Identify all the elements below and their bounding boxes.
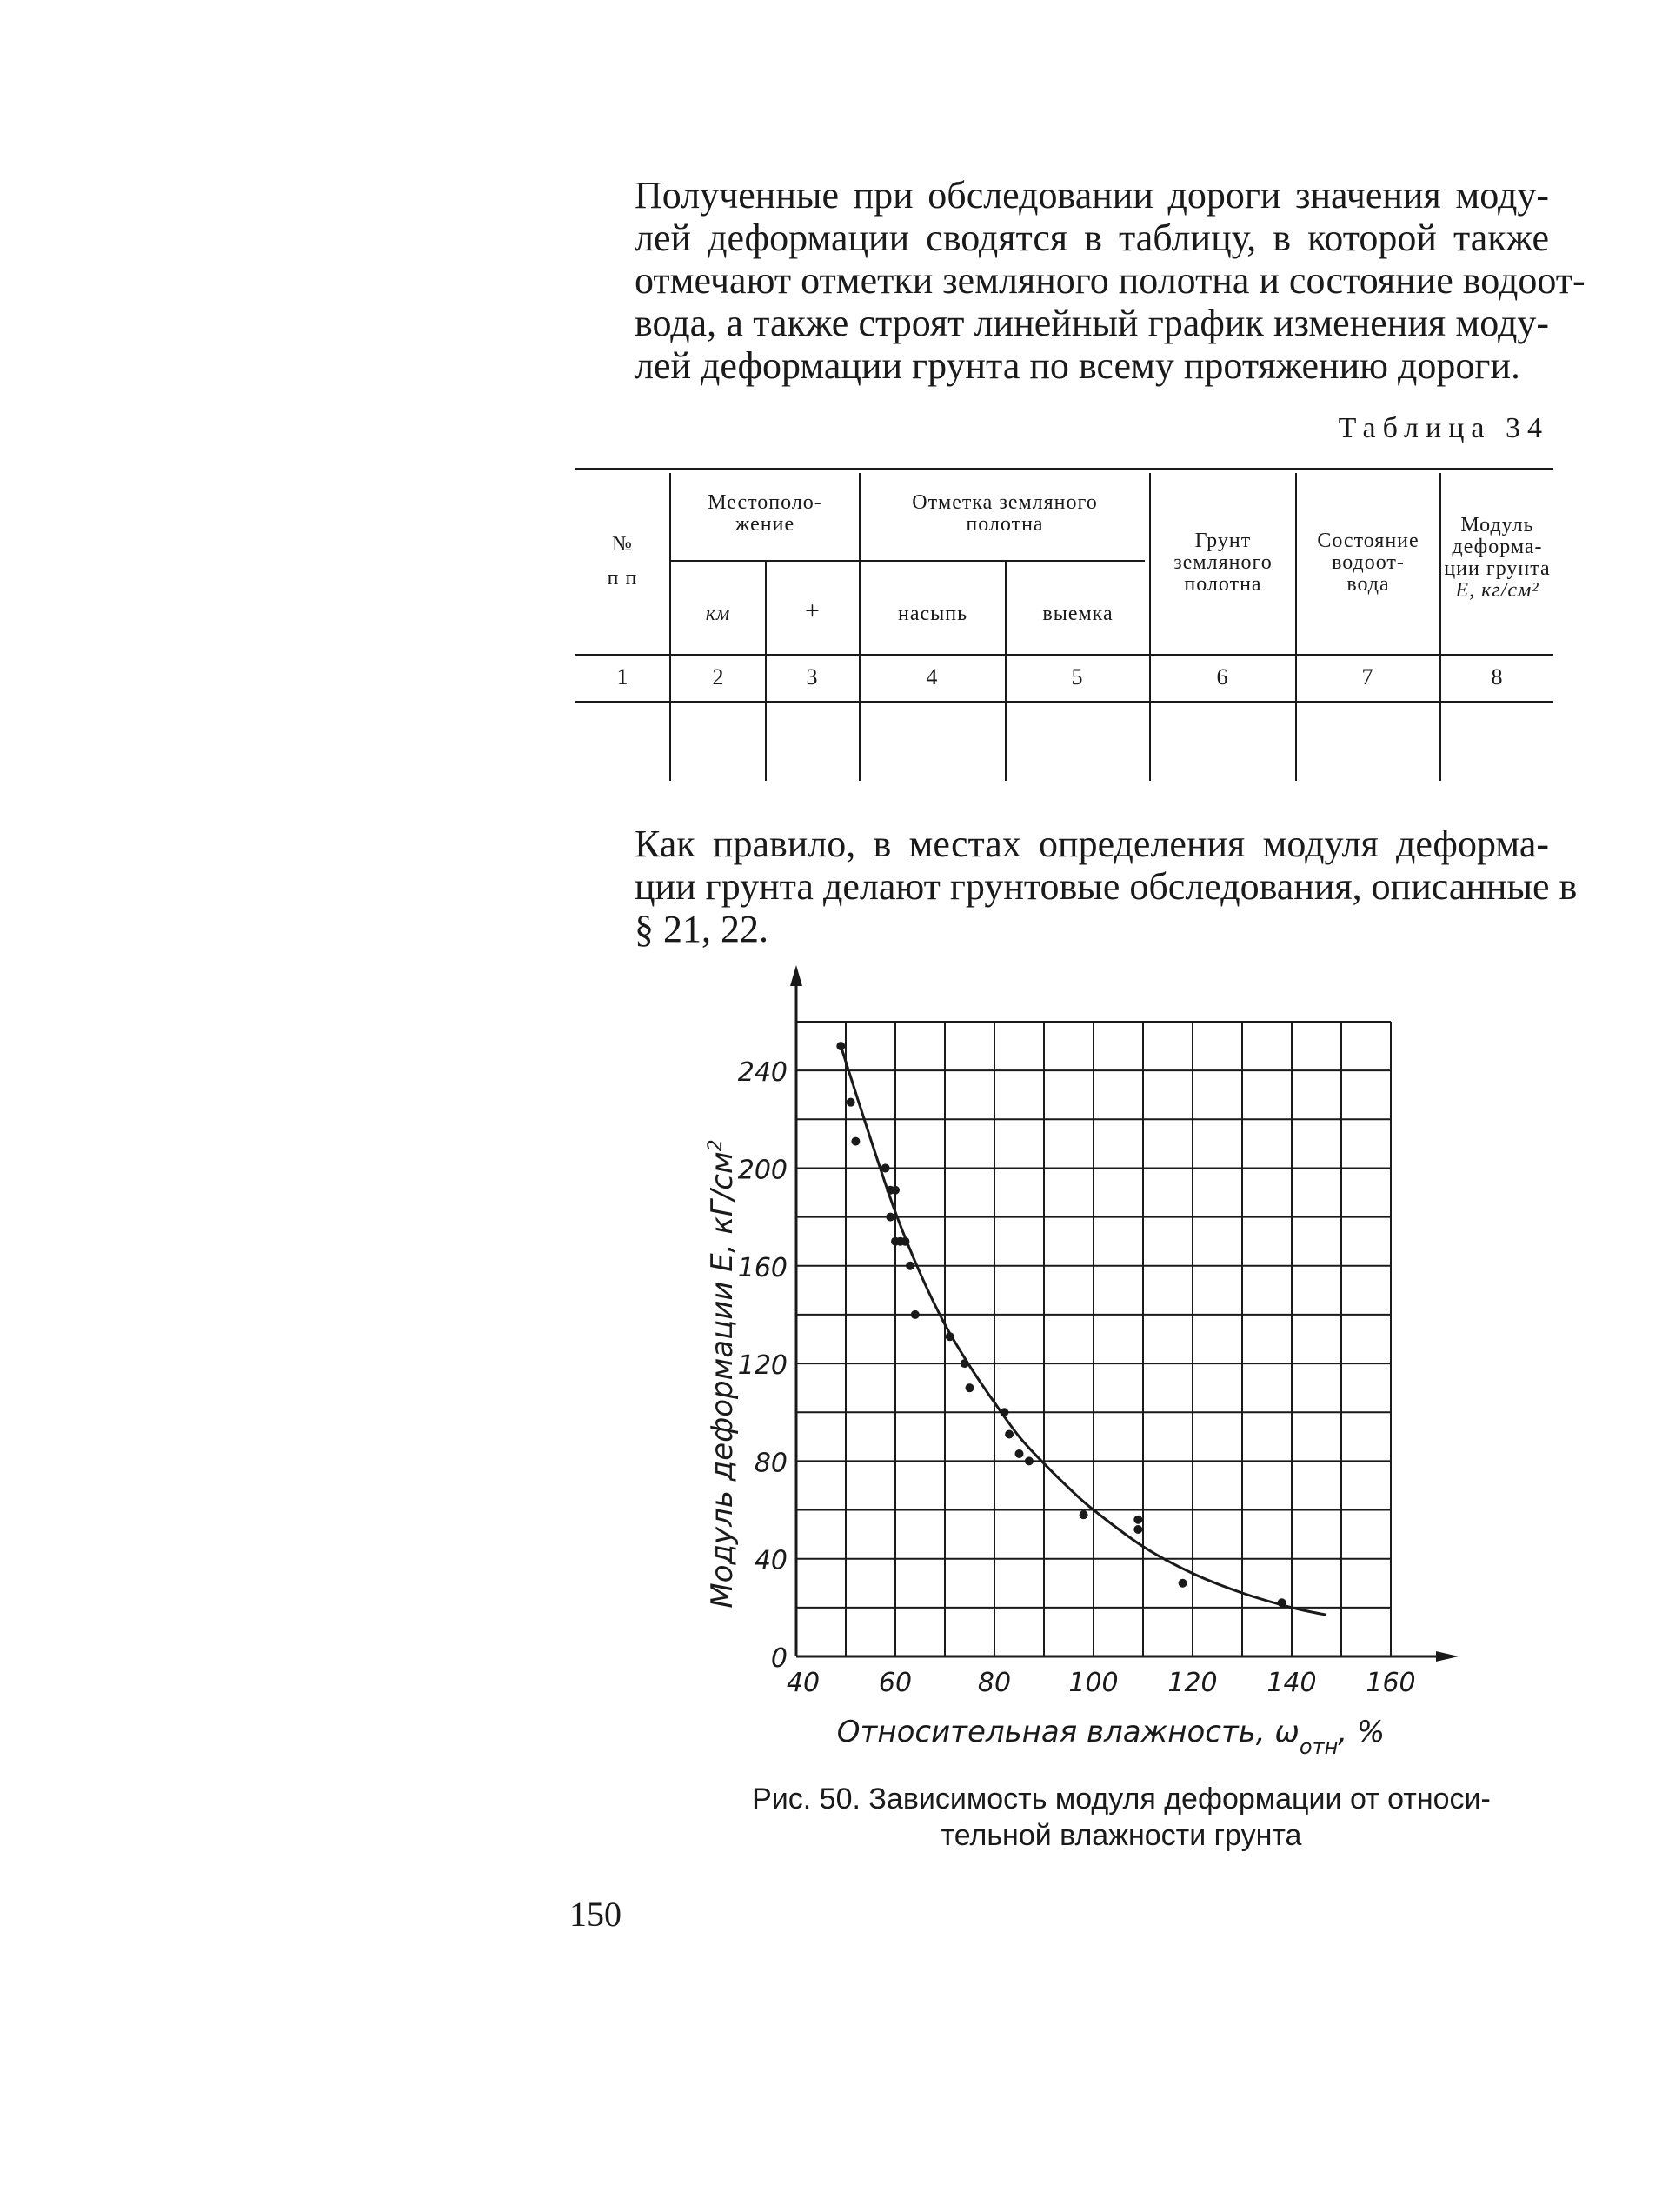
header-drainage	[1297, 530, 1439, 596]
header-line: полотна	[1184, 573, 1262, 596]
data-point	[891, 1186, 900, 1195]
table-caption: Таблица 34	[1338, 412, 1549, 444]
column-number: 4	[926, 664, 938, 690]
column-number: 8	[1491, 664, 1503, 690]
y-axis-label: Модуль деформации E, $кГ/см^2$	[704, 1139, 740, 1609]
column-number: 6	[1216, 664, 1228, 690]
column-number: 1	[616, 664, 628, 690]
data-point	[1000, 1408, 1008, 1416]
header-cut: выемка	[1042, 603, 1114, 625]
figure-caption-line: Рис. 50. Зависимость модуля деформации от относи-	[752, 1782, 1491, 1816]
figure-50-chart	[695, 965, 1478, 1769]
data-point	[1278, 1598, 1286, 1607]
y-tick-label: 80	[754, 1448, 788, 1479]
header-soil	[1151, 530, 1295, 596]
header-km: км	[705, 603, 731, 625]
paragraph-line: отмечают отметки земляного полотна и состояние водоот-	[635, 259, 1586, 302]
data-point	[1179, 1579, 1187, 1588]
data-point	[847, 1098, 855, 1107]
figure-caption-line: тельной влажности грунта	[941, 1819, 1302, 1852]
x-tick-label: 80	[977, 1668, 1012, 1698]
data-point	[966, 1383, 974, 1392]
paragraph-line: Полученные при обследовании дороги значения моду-	[635, 174, 1549, 217]
y-tick-label: 240	[737, 1057, 788, 1089]
header-line: жение	[735, 513, 795, 536]
y-tick-label: 120	[737, 1350, 788, 1382]
data-point	[1025, 1456, 1034, 1465]
table-numbers-rule	[575, 701, 1553, 703]
column-number: 5	[1071, 664, 1083, 690]
data-point	[901, 1237, 909, 1246]
paragraph-line: Как правило, в местах определения модуля деформа-	[635, 823, 1549, 865]
data-point	[911, 1310, 920, 1319]
paragraph-1	[635, 174, 1586, 387]
header-line: водоот-	[1332, 551, 1405, 574]
paragraph-line: лей деформации грунта по всему протяжению дороги.	[635, 344, 1521, 387]
header-modulus	[1441, 515, 1553, 602]
header-location	[671, 492, 859, 536]
table-col-divider	[765, 562, 767, 781]
x-axis-label: Относительная влажность, $\omega_{отн}$, %	[836, 1715, 1386, 1759]
header-plus: +	[805, 596, 821, 625]
header-line: Состояние	[1317, 530, 1419, 552]
data-point	[946, 1332, 954, 1341]
page-number: 150	[569, 1895, 622, 1934]
chart-svg	[695, 965, 1478, 1765]
data-point	[836, 1042, 845, 1050]
y-tick-label: 0	[770, 1643, 788, 1674]
column-number: 2	[712, 664, 724, 690]
data-point	[851, 1137, 860, 1146]
table-subheader-rule	[671, 560, 1145, 562]
paragraph-line: ции грунта делают грунтовые обследования, описанные в	[635, 865, 1578, 908]
column-number: 7	[1361, 664, 1373, 690]
x-tick-label: 60	[878, 1668, 913, 1698]
header-line: земляного	[1173, 551, 1273, 574]
y-tick-label: 160	[737, 1252, 788, 1283]
x-tick-label: 160	[1366, 1668, 1416, 1698]
header-line: Модуль	[1460, 514, 1534, 536]
header-number	[575, 534, 669, 590]
table-header-rule	[575, 654, 1553, 656]
header-line: деформа-	[1452, 536, 1543, 558]
y-tick-label: 40	[754, 1545, 788, 1576]
column-number: 3	[806, 664, 818, 690]
header-line: ции грунта	[1444, 557, 1551, 580]
table-col-divider	[1295, 473, 1297, 781]
header-line: E, кг/см²	[1455, 579, 1539, 602]
y-tick-label: 200	[737, 1155, 788, 1186]
header-line: Грунт	[1194, 530, 1252, 552]
fitted-curve	[841, 1046, 1326, 1615]
table-top-rule	[575, 468, 1553, 470]
header-fill: насыпь	[897, 603, 968, 625]
y-axis-arrow	[790, 965, 802, 986]
header-line: вода	[1346, 573, 1390, 596]
header-mark	[861, 492, 1149, 536]
paragraph-line: вода, а также строят линейный график изменения моду-	[635, 302, 1549, 344]
header-line: полотна	[966, 513, 1044, 536]
x-tick-label: 120	[1167, 1668, 1218, 1698]
data-point	[961, 1359, 969, 1368]
x-tick-label: 100	[1068, 1668, 1119, 1698]
table-col-divider	[1005, 562, 1007, 781]
data-point	[886, 1213, 894, 1222]
table-col-divider	[1149, 473, 1151, 781]
header-line: п п	[607, 567, 638, 590]
data-point	[1080, 1510, 1088, 1519]
header-line: Отметка земляного	[912, 491, 1098, 514]
figure-caption	[695, 1781, 1547, 1854]
x-tick-label: 40	[786, 1668, 821, 1698]
data-point	[1005, 1430, 1014, 1439]
header-line: Местополо-	[708, 491, 822, 514]
data-point	[1015, 1449, 1024, 1458]
header-line: №	[612, 533, 633, 556]
data-point	[1133, 1516, 1142, 1524]
x-axis-arrow	[1436, 1651, 1459, 1662]
data-point	[1133, 1525, 1142, 1534]
table-34	[575, 468, 1553, 781]
paragraph-line: лей деформации сводятся в таблицу, в которой также	[635, 217, 1549, 259]
paragraph-line: § 21, 22.	[635, 908, 768, 950]
x-tick-label: 140	[1266, 1668, 1317, 1698]
data-point	[881, 1163, 890, 1172]
paragraph-2	[635, 823, 1578, 950]
data-point	[906, 1262, 914, 1270]
